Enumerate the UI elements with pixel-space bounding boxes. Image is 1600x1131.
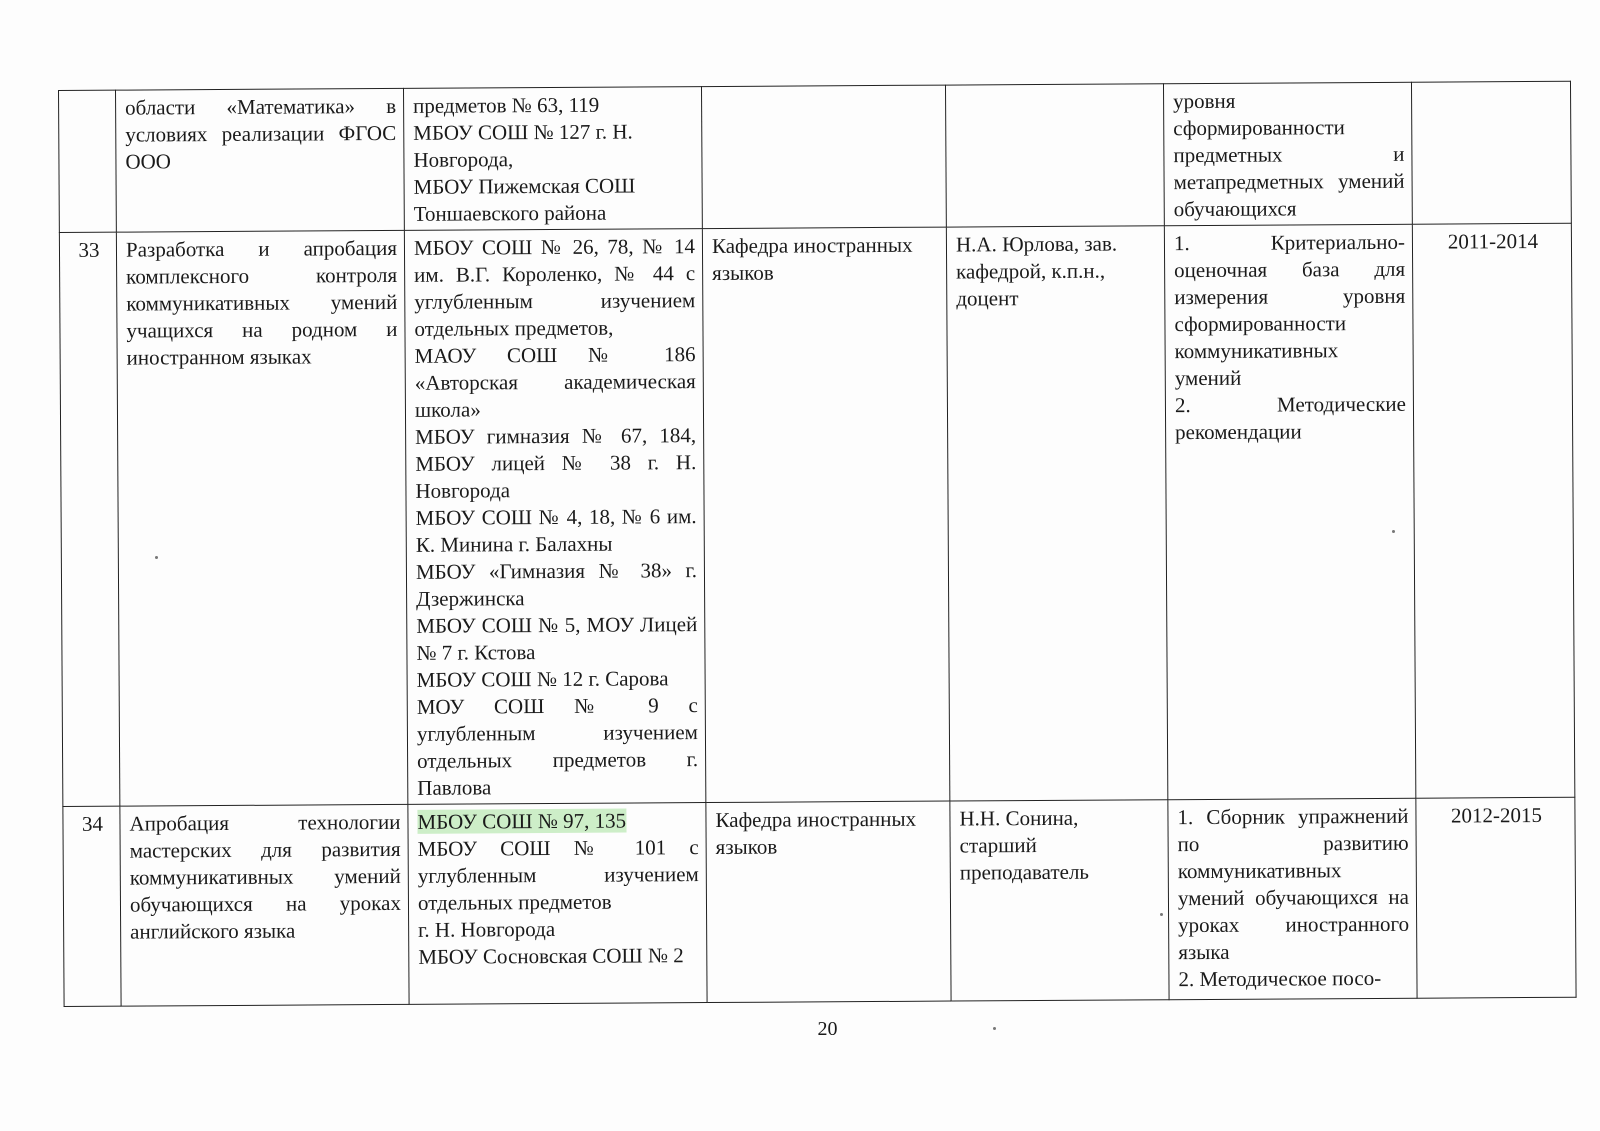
school-entry: МБОУ СОШ № 5, МОУ Лицей № 7 г. Кстова [416,612,698,665]
school-entry: МБОУ «Гимназия № 38» г. Дзержинска [415,558,698,611]
supervisor-cell: Н.А. Юрлова, зав. кафедрой, к.п.н., доцент [946,226,1168,801]
school-entry: МОУ СОШ № 9 с углубленным изучением отдельных предметов г. Павлова [416,693,699,800]
project-title: Апробация технологии мастерских для развития коммуникативных умений обучающихся на уроках английского языка [120,804,409,1006]
project-title: Разработка и апробация комплексного контроля коммуникативных умений учащихся на родном и иностранном языках [116,230,408,806]
school-entry: МБОУ СОШ № 12 г. Сарова [416,666,669,692]
table-row [59,81,1572,232]
page-number: 20 [817,1018,838,1040]
scan-speck [1392,530,1395,533]
schools-cell [403,87,702,231]
period-cell: 2011-2014 [1412,223,1575,798]
school-entry: МБОУ СОШ № 101 с углубленным изучением отдельных предметов [417,835,699,915]
table-row [59,223,1574,806]
row-number: 33 [59,232,120,806]
school-entry: г. Н. Новгорода [418,916,556,942]
project-title: области «Математика» в условиях реализации ФГОС ООО [116,88,405,232]
school-entry: предметов № 63, 119 [413,92,600,118]
period-cell [1411,81,1571,224]
school-entry: МБОУ СОШ № 26, 78, № 14 им. В.Г. Короленко, № 44 с углубленным изучением отдельных предметов, [413,234,696,341]
supervisor-cell [945,84,1164,227]
school-entry: МБОУ СОШ № 4, 18, № 6 им. К. Минина г. Балахны [415,504,697,557]
program-table [58,81,1577,1007]
school-entry: МБОУ Сосновская СОШ № 2 [418,943,684,969]
school-entry: МБОУ Пижемская СОШ Тоншаевского района [413,173,636,226]
department-cell: Кафедра иностранных языков [702,227,950,802]
table-row [63,797,1576,1006]
row-number: 34 [63,806,121,1006]
results-cell: уровня сформированности предметных и метапредметных умений обучающихся [1163,82,1412,226]
school-entry: МБОУ СОШ № 127 г. Н. Новгорода, [413,119,633,172]
scan-speck [1160,913,1163,916]
scan-speck [993,1027,996,1030]
department-cell: Кафедра иностранных языков [706,801,951,1002]
schools-cell [408,803,707,1005]
school-entry: МБОУ гимназия № 67, 184, МБОУ лицей № 38 г. Н. Новгорода [415,423,697,503]
results-cell: 1. Сборник упражнений по развитию коммуникативных умений обучающихся на уроках иностранного языка 2. Методическое посо- [1168,798,1417,1000]
highlight-mark: МБОУ СОШ № 97, 135 [417,808,627,834]
department-cell [701,85,946,228]
school-entry-highlighted [417,807,698,836]
supervisor-cell: Н.Н. Сонина, старший преподаватель [950,800,1169,1001]
period-cell: 2012-2015 [1416,797,1576,998]
scan-speck [155,556,158,559]
row-number [59,90,117,232]
schools-cell [404,229,706,805]
school-entry: МАОУ СОШ № 186 «Авторская академическая школа» [414,342,696,422]
results-cell: 1. Критериально-оценочная база для измерения уровня сформированности коммуникативных умений 2. Методические рекомендации [1164,224,1416,800]
